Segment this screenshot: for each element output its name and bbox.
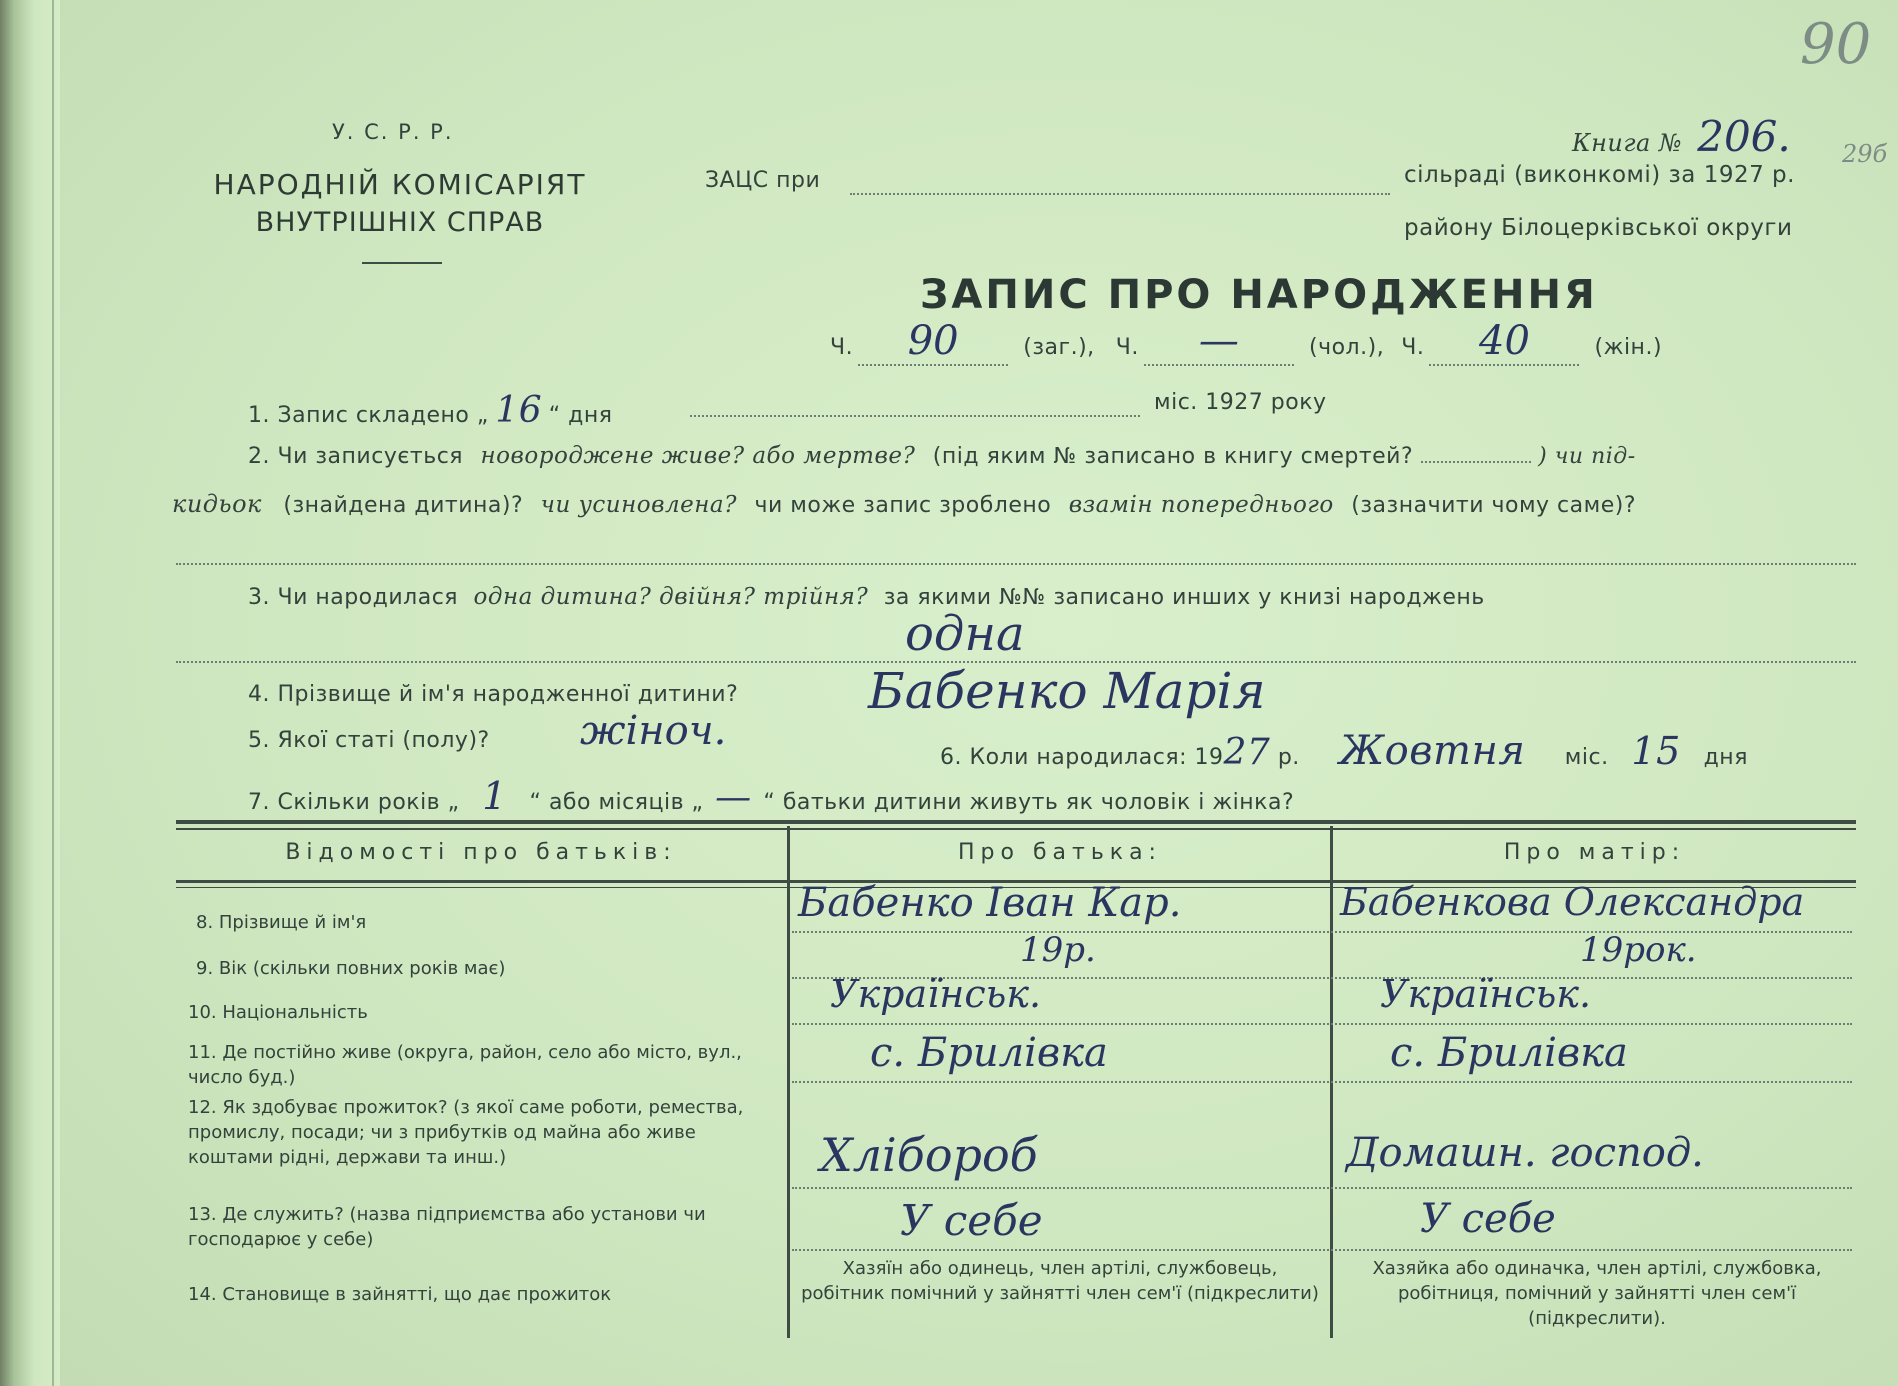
row-guide (792, 1022, 1852, 1025)
father-nationality: Українськ. (830, 972, 1042, 1016)
q2-line2-d: чи може запис зроблено (754, 493, 1052, 518)
mother-workplace: У себе (1420, 1196, 1556, 1242)
commissariat-line2: ВНУТРІШНІХ СПРАВ (255, 207, 545, 238)
female-number-label: Ч. (1401, 335, 1425, 360)
q7-a: 7. Скільки років „ (248, 790, 460, 815)
total-label: (заг.), (1023, 335, 1095, 360)
table-top-rule-thin (176, 828, 1856, 830)
q7-b: “ або місяців „ (529, 790, 704, 815)
q3-a: 3. Чи народилася (248, 585, 459, 610)
q5-answer: жіноч. (580, 708, 727, 754)
q2-line1-a: 2. Чи записується (248, 444, 464, 469)
book-number: 206. (1697, 112, 1791, 161)
q4-label: 4. Прізвище й ім'я народженної дитини? (248, 682, 739, 707)
q3-line (248, 584, 1485, 610)
father-residence: с. Брилівка (870, 1030, 1108, 1076)
q4-answer: Бабенко Марія (868, 662, 1266, 720)
mother-employment-options: Хазяйка або одиначка, член артілі, службовка, робітниця, помічний у зайнятті член сем'ї (підкреслити). (1372, 1258, 1822, 1329)
male-label: (чол.), (1309, 335, 1385, 360)
q2-line2 (172, 490, 1636, 518)
row-label-nationality: 10. Національність (188, 1002, 368, 1023)
q2-line1-blank (1421, 461, 1531, 463)
book-binding (0, 0, 60, 1386)
q6-label: 6. Коли народилася: 19 (940, 745, 1224, 770)
q2-line2-e: взамін попереднього (1068, 492, 1334, 518)
q6-day-label: дня (1703, 745, 1748, 770)
zags-blank (850, 192, 1390, 195)
row-label-surname: 8. Прізвище й ім'я (196, 912, 367, 933)
table-top-rule (176, 820, 1856, 824)
q6-line (940, 728, 1748, 774)
male-number-label: Ч. (1115, 335, 1139, 360)
header-mother: Про матір: (1503, 840, 1686, 865)
female-number: 40 (1429, 318, 1579, 366)
q1-label (248, 390, 612, 431)
row-guide (792, 1248, 1852, 1251)
book-number-field (1572, 112, 1791, 161)
father-workplace: У себе (900, 1196, 1043, 1245)
row-label-employment: 14. Становище в зайнятті, що дає прожиток (188, 1284, 612, 1305)
q1-month-blank (690, 414, 1140, 417)
mother-age: 19рок. (1580, 930, 1697, 970)
pencil-side-note: 29б (1842, 140, 1888, 168)
q6-day: 15 (1631, 729, 1681, 773)
q7-years: 1 (482, 774, 507, 818)
q2-line1-d: ) чи під- (1538, 444, 1636, 469)
q2-line1 (248, 443, 1636, 469)
mother-nationality: Українськ. (1380, 972, 1592, 1016)
row-guide (792, 1186, 1852, 1189)
q3-c: за якими №№ записано инших у книзі народжень (883, 585, 1485, 610)
q3-b: одна дитина? двійня? трійня? (473, 584, 869, 610)
total-number-label: Ч. (830, 335, 854, 360)
q6-month: Жовтня (1339, 728, 1526, 774)
page-title: ЗАПИС ПРО НАРОДЖЕННЯ (920, 272, 1598, 318)
father-occupation: Хлібороб (820, 1128, 1038, 1182)
mother-name: Бабенкова Олександра (1340, 880, 1805, 924)
row-label-residence: 11. Де постійно живе (округа, район, село або місто, вул., число буд.) (188, 1042, 742, 1088)
total-number: 90 (858, 318, 1008, 366)
q2-answer-blank (176, 562, 1856, 565)
header-parents-info: Відомості про батьків: (285, 840, 677, 865)
father-name: Бабенко Іван Кар. (798, 880, 1182, 926)
header-divider (362, 262, 442, 264)
q6-month-label: міс. (1564, 745, 1609, 770)
q7-c: “ батьки дитини живуть як чоловік і жінка? (763, 790, 1295, 815)
row-label-occupation: 12. Як здобуває прожиток? (з якої саме роботи, ремества, промислу, посади; чи з прибутків од майна або живе коштами рідні, держави та инш.) (188, 1097, 744, 1168)
q2-line2-c: чи усиновлена? (540, 492, 737, 518)
column-divider-1 (787, 826, 790, 1338)
q6-year: 27 (1223, 732, 1271, 773)
q2-line2-f: (зазначити чому саме)? (1351, 493, 1637, 518)
mother-occupation: Домашн. господ. (1346, 1130, 1704, 1176)
commissariat-line1: НАРОДНІЙ КОМІСАРІЯТ (213, 168, 587, 201)
header-father: Про батька: (958, 840, 1162, 865)
district-line: району Білоцерківської округи (1404, 215, 1793, 241)
q1-month-label: міс. 1927 року (1154, 390, 1327, 415)
q3-answer: одна (905, 606, 1025, 662)
q7-months: — (715, 777, 752, 818)
row-label-age: 9. Вік (скільки повних років має) (196, 958, 506, 979)
mother-residence: с. Брилівка (1390, 1030, 1628, 1076)
q1-prefix: 1. Запис складено „ (248, 403, 489, 428)
q1-suffix: “ дня (548, 403, 613, 428)
female-label: (жін.) (1594, 335, 1663, 360)
zags-label: ЗАЦС при (705, 168, 821, 193)
male-number: — (1144, 318, 1294, 366)
q2-line2-b: (знайдена дитина)? (283, 493, 524, 518)
q7-line (248, 774, 1294, 818)
q2-line1-b: новороджене живе? або мертве? (480, 443, 916, 469)
pencil-page-number: 90 (1800, 12, 1872, 77)
q1-day: 16 (495, 390, 543, 431)
row-guide (792, 1080, 1852, 1083)
q6-year-suffix: р. (1277, 745, 1300, 770)
q5-label: 5. Якої статі (полу)? (248, 728, 490, 753)
q2-line1-c: (під яким № записано в книгу смертей? (932, 444, 1414, 469)
q2-line2-a: кидьок (172, 490, 262, 518)
record-numbers (830, 318, 1662, 366)
father-employment-options: Хазяїн або одинець, член артілі, службовець, робітник помічний у зайнятті член сем'ї (підкреслити) (801, 1258, 1319, 1304)
row-label-workplace: 13. Де служить? (назва підприємства або установи чи господарює у себе) (188, 1204, 706, 1250)
father-age: 19р. (1020, 930, 1096, 970)
council-line: сільраді (виконкомі) за 1927 р. (1404, 162, 1795, 188)
republic-label: У. С. Р. Р. (332, 120, 454, 144)
book-label: Книга № (1572, 129, 1683, 157)
commissariat-title (170, 168, 630, 238)
